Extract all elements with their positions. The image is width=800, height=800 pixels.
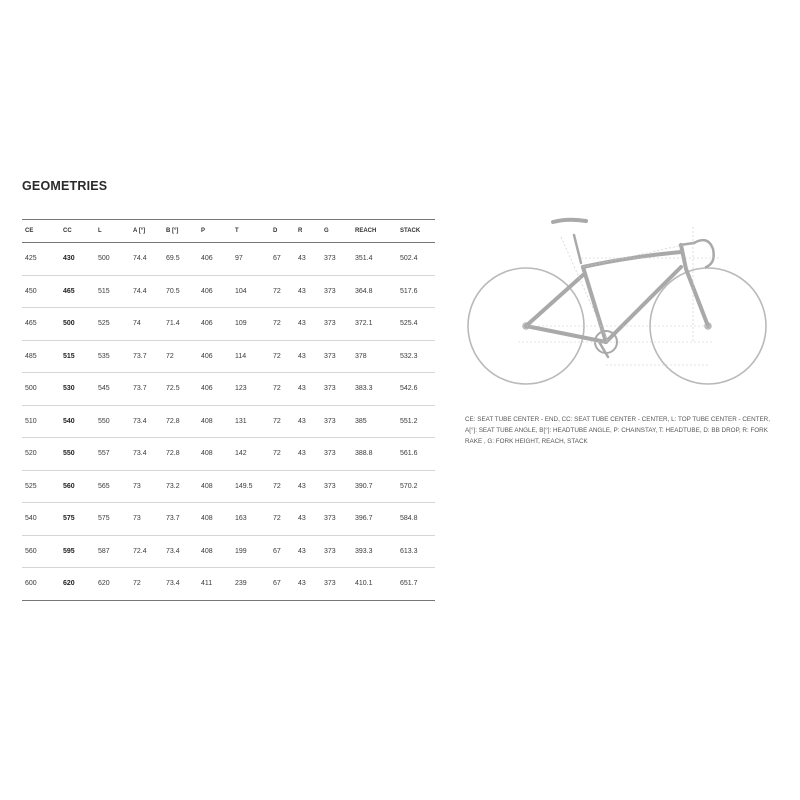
table-cell: 465 <box>63 287 75 295</box>
table-cell: 620 <box>63 580 75 588</box>
header-cell: T <box>235 228 239 234</box>
table-cell: 378 <box>355 352 367 360</box>
table-cell: 613.3 <box>400 547 418 555</box>
table-cell: 142 <box>235 450 247 458</box>
table-cell: 373 <box>324 482 336 490</box>
header-cell: REACH <box>355 228 377 234</box>
table-cell: 69.5 <box>166 255 180 263</box>
table-cell: 43 <box>298 450 306 458</box>
table-row <box>22 438 435 471</box>
table-cell: 575 <box>98 515 110 523</box>
seatstay <box>526 275 583 326</box>
table-cell: 43 <box>298 255 306 263</box>
table-cell: 73.7 <box>166 515 180 523</box>
table-cell: 540 <box>25 515 37 523</box>
table-cell: 406 <box>201 320 213 328</box>
table-cell: 425 <box>25 255 37 263</box>
table-row <box>22 276 435 309</box>
table-cell: 43 <box>298 482 306 490</box>
table-cell: 163 <box>235 515 247 523</box>
table-cell: 71.4 <box>166 320 180 328</box>
table-cell: 70.5 <box>166 287 180 295</box>
table-row <box>22 308 435 341</box>
table-cell: 72 <box>273 287 281 295</box>
table-cell: 72 <box>273 352 281 360</box>
table-cell: 535 <box>98 352 110 360</box>
table-row <box>22 536 435 569</box>
header-cell: D <box>273 228 278 234</box>
table-cell: 73.7 <box>133 385 147 393</box>
table-cell: 560 <box>63 482 75 490</box>
table-cell: 542.6 <box>400 385 418 393</box>
table-cell: 72 <box>133 580 141 588</box>
table-cell: 383.3 <box>355 385 373 393</box>
geometry-table <box>22 219 435 601</box>
fork <box>681 245 708 326</box>
table-cell: 651.7 <box>400 580 418 588</box>
table-cell: 373 <box>324 255 336 263</box>
table-cell: 532.3 <box>400 352 418 360</box>
table-cell: 72 <box>273 417 281 425</box>
table-cell: 373 <box>324 515 336 523</box>
table-cell: 388.8 <box>355 450 373 458</box>
table-cell: 565 <box>98 482 110 490</box>
table-cell: 67 <box>273 580 281 588</box>
table-cell: 396.7 <box>355 515 373 523</box>
table-cell: 72 <box>166 352 174 360</box>
table-cell: 465 <box>25 320 37 328</box>
table-cell: 131 <box>235 417 247 425</box>
table-cell: 485 <box>25 352 37 360</box>
table-cell: 500 <box>98 255 110 263</box>
table-cell: 373 <box>324 287 336 295</box>
table-cell: 560 <box>25 547 37 555</box>
table-cell: 72 <box>273 320 281 328</box>
table-row <box>22 243 435 276</box>
table-cell: 373 <box>324 450 336 458</box>
table-cell: 530 <box>63 385 75 393</box>
table-cell: 73.7 <box>133 352 147 360</box>
table-cell: 406 <box>201 352 213 360</box>
table-row <box>22 568 435 601</box>
table-cell: 390.7 <box>355 482 373 490</box>
table-cell: 525.4 <box>400 320 418 328</box>
table-cell: 373 <box>324 547 336 555</box>
down-tube <box>606 267 681 342</box>
header-cell: A [°] <box>133 228 146 234</box>
table-cell: 239 <box>235 580 247 588</box>
header-cell: R <box>298 228 303 234</box>
bike-geometry-diagram <box>458 205 788 390</box>
table-cell: 510 <box>25 417 37 425</box>
table-cell: 72 <box>273 515 281 523</box>
table-cell: 517.6 <box>400 287 418 295</box>
table-cell: 74.4 <box>133 255 147 263</box>
table-cell: 500 <box>63 320 75 328</box>
table-cell: 373 <box>324 385 336 393</box>
table-cell: 561.6 <box>400 450 418 458</box>
chainstay <box>526 326 606 342</box>
table-cell: 72.4 <box>133 547 147 555</box>
top-tube <box>583 252 681 267</box>
table-cell: 620 <box>98 580 110 588</box>
table-header-row <box>22 219 435 243</box>
table-cell: 74.4 <box>133 287 147 295</box>
table-cell: 406 <box>201 287 213 295</box>
table-cell: 43 <box>298 385 306 393</box>
table-cell: 72.5 <box>166 385 180 393</box>
table-cell: 199 <box>235 547 247 555</box>
table-cell: 408 <box>201 482 213 490</box>
table-cell: 114 <box>235 352 247 360</box>
table-cell: 67 <box>273 547 281 555</box>
table-cell: 406 <box>201 255 213 263</box>
table-cell: 408 <box>201 515 213 523</box>
page-title: GEOMETRIES <box>22 179 108 193</box>
table-cell: 557 <box>98 450 110 458</box>
header-cell: B [°] <box>166 228 179 234</box>
table-cell: 410.1 <box>355 580 373 588</box>
table-cell: 373 <box>324 320 336 328</box>
table-cell: 406 <box>201 385 213 393</box>
table-cell: 430 <box>63 255 75 263</box>
table-cell: 74 <box>133 320 141 328</box>
header-cell: L <box>98 228 102 234</box>
table-cell: 73.2 <box>166 482 180 490</box>
table-row <box>22 406 435 439</box>
table-cell: 43 <box>298 515 306 523</box>
table-row <box>22 471 435 504</box>
table-cell: 72.8 <box>166 450 180 458</box>
table-cell: 408 <box>201 417 213 425</box>
header-cell: CC <box>63 228 72 234</box>
table-cell: 550 <box>98 417 110 425</box>
table-cell: 73.4 <box>133 417 147 425</box>
table-cell: 372.1 <box>355 320 373 328</box>
table-cell: 502.4 <box>400 255 418 263</box>
table-cell: 525 <box>98 320 110 328</box>
table-cell: 584.8 <box>400 515 418 523</box>
table-cell: 73 <box>133 482 141 490</box>
table-cell: 73.4 <box>166 547 180 555</box>
table-cell: 97 <box>235 255 243 263</box>
table-row <box>22 341 435 374</box>
table-cell: 520 <box>25 450 37 458</box>
table-cell: 450 <box>25 287 37 295</box>
table-cell: 43 <box>298 580 306 588</box>
table-cell: 545 <box>98 385 110 393</box>
table-cell: 72 <box>273 385 281 393</box>
table-cell: 385 <box>355 417 367 425</box>
table-cell: 351.4 <box>355 255 373 263</box>
table-cell: 72 <box>273 482 281 490</box>
table-cell: 551.2 <box>400 417 418 425</box>
table-cell: 104 <box>235 287 247 295</box>
table-cell: 72.8 <box>166 417 180 425</box>
table-cell: 43 <box>298 320 306 328</box>
table-cell: 43 <box>298 417 306 425</box>
geometry-legend: CE: SEAT TUBE CENTER - END, CC: SEAT TUBE CENTER - CENTER, L: TOP TUBE CENTER - CENTER, A[°]: SEAT TUBE ANGLE, B[°]: HEADTUBE ANGLE, P: CHAINSTAY, T: HEADTUBE, D: BB DROP, R: FORK RAKE , G: FORK HEIGHT, REACH, STACK <box>465 416 770 445</box>
table-cell: 540 <box>63 417 75 425</box>
table-cell: 149.5 <box>235 482 253 490</box>
table-cell: 515 <box>98 287 110 295</box>
table-cell: 600 <box>25 580 37 588</box>
table-cell: 575 <box>63 515 75 523</box>
table-cell: 550 <box>63 450 75 458</box>
table-cell: 43 <box>298 287 306 295</box>
table-cell: 109 <box>235 320 247 328</box>
header-cell: G <box>324 228 329 234</box>
table-row <box>22 373 435 406</box>
table-cell: 587 <box>98 547 110 555</box>
header-cell: STACK <box>400 228 421 234</box>
table-cell: 373 <box>324 580 336 588</box>
table-cell: 123 <box>235 385 247 393</box>
header-cell: CE <box>25 228 34 234</box>
table-cell: 570.2 <box>400 482 418 490</box>
table-cell: 408 <box>201 547 213 555</box>
table-cell: 67 <box>273 255 281 263</box>
table-cell: 595 <box>63 547 75 555</box>
table-cell: 393.3 <box>355 547 373 555</box>
table-cell: 43 <box>298 547 306 555</box>
table-row <box>22 503 435 536</box>
header-cell: P <box>201 228 206 234</box>
table-cell: 500 <box>25 385 37 393</box>
table-cell: 73.4 <box>133 450 147 458</box>
table-cell: 411 <box>201 580 213 588</box>
table-cell: 43 <box>298 352 306 360</box>
table-cell: 73.4 <box>166 580 180 588</box>
table-cell: 515 <box>63 352 75 360</box>
table-cell: 72 <box>273 450 281 458</box>
table-cell: 373 <box>324 352 336 360</box>
table-cell: 73 <box>133 515 141 523</box>
table-cell: 525 <box>25 482 37 490</box>
table-cell: 408 <box>201 450 213 458</box>
table-cell: 373 <box>324 417 336 425</box>
table-cell: 364.8 <box>355 287 373 295</box>
